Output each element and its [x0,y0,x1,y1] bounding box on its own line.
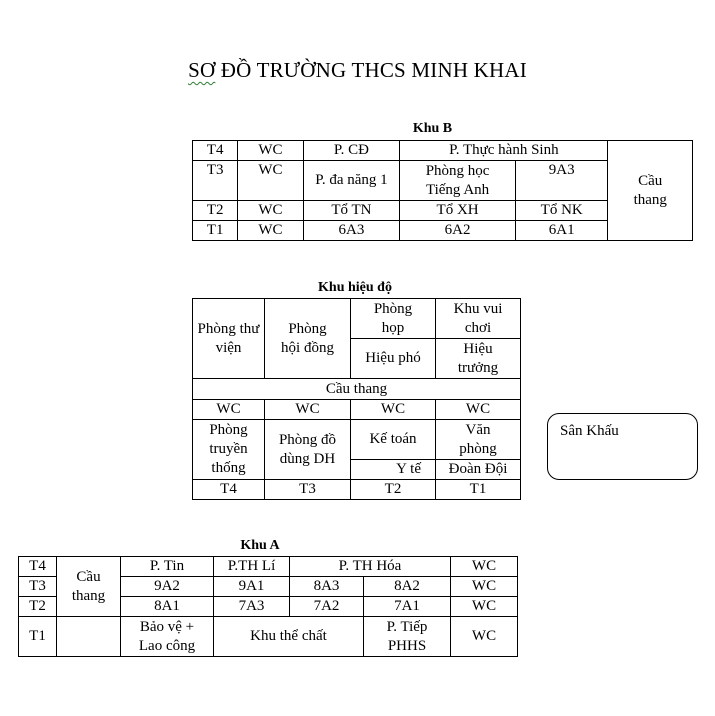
khu-b-to-xh: Tổ XH [400,201,516,221]
doan-doi: Đoàn Đội [436,460,521,480]
hieu-pho: Hiệu phó [351,339,436,379]
khu-a-9a1: 9A1 [214,577,290,597]
phong-truyen-thong: Phòng truyền thống [193,420,265,480]
khu-b-wc-t1: WC [238,221,303,241]
khu-b-floor-t1: T1 [193,221,238,241]
khu-hieu-bo-wc-3: WC [351,400,436,420]
san-khau-label: Sân Khấu [560,423,619,439]
khu-a-floor-t2: T2 [19,597,57,617]
khu-hieu-bo-wc-4: WC [436,400,521,420]
khu-b-to-nk: Tổ NK [515,201,608,221]
khu-hieu-bo-wc-1: WC [193,400,265,420]
khu-a-caption: Khu A [240,538,280,553]
khu-b-table [192,140,693,241]
khu-a-bao-ve: Bảo vệ + Lao công [121,617,214,657]
san-khau-box [547,413,698,480]
khu-a-floor-t4: T4 [19,557,57,577]
khu-b-caption: Khu B [412,121,453,136]
khu-b-6a3: 6A3 [303,221,400,241]
khu-b-da-nang: P. đa năng 1 [303,161,400,201]
khu-hieu-bo-floor-t2: T2 [351,480,436,500]
khu-hieu-bo-floor-t4: T4 [193,480,265,500]
khu-a-stairs: Cầu thang [57,557,121,617]
khu-a-wc-t4: WC [451,557,518,577]
khu-a-p-tiep-phhs: P. Tiếp PHHS [364,617,451,657]
khu-a-wc-t2: WC [451,597,518,617]
khu-b-p-cd: P. CĐ [303,141,400,161]
khu-a-floor-t1: T1 [19,617,57,657]
khu-a-p-th-li: P.TH Lí [214,557,290,577]
khu-a-8a1: 8A1 [121,597,214,617]
khu-hieu-bo-floor-t1: T1 [436,480,521,500]
khu-b-floor-t4: T4 [193,141,238,161]
khu-b-wc-t4: WC [238,141,303,161]
khu-a-8a2: 8A2 [364,577,451,597]
phong-hop: Phòng họp [351,299,436,339]
khu-a-7a1: 7A1 [364,597,451,617]
khu-a-floor-t3: T3 [19,577,57,597]
khu-b-9a3: 9A3 [515,161,608,201]
khu-b-thuc-hanh-sinh: P. Thực hành Sinh [400,141,608,161]
khu-hieu-bo-caption: Khu hiệu độ [318,280,392,295]
title-rest: ĐỒ TRƯỜNG THCS MINH KHAI [220,58,527,82]
khu-a-the-chat: Khu thể chất [214,617,364,657]
khu-hieu-bo-stairs: Cầu thang [193,379,521,400]
khu-b-6a1: 6A1 [515,221,608,241]
khu-a-t1-blank [57,617,121,657]
khu-b-to-tn: Tổ TN [303,201,400,221]
khu-a-p-tin: P. Tin [121,557,214,577]
khu-a-8a3: 8A3 [290,577,364,597]
khu-vui-choi: Khu vui chơi [436,299,521,339]
page-title [0,58,715,83]
khu-hieu-bo-wc-2: WC [265,400,351,420]
ke-toan: Kế toán [351,420,436,460]
khu-a-table [18,556,518,657]
khu-b-tieng-anh: Phòng học Tiếng Anh [400,161,516,201]
khu-a-9a2: 9A2 [121,577,214,597]
khu-b-wc-t2: WC [238,201,303,221]
hieu-truong: Hiệu trưởng [436,339,521,379]
khu-b-floor-t2: T2 [193,201,238,221]
khu-b-6a2: 6A2 [400,221,516,241]
khu-b-wc-t3: WC [238,161,303,201]
phong-do-dung-dh: Phòng đồ dùng DH [265,420,351,480]
khu-a-wc-t1: WC [451,617,518,657]
phong-hoi-dong: Phòng hội đồng [265,299,351,379]
khu-b-floor-t3: T3 [193,161,238,201]
y-te: Y tế [351,460,436,480]
khu-a-p-th-hoa: P. TH Hóa [290,557,451,577]
khu-hieu-bo-floor-t3: T3 [265,480,351,500]
khu-a-7a3: 7A3 [214,597,290,617]
khu-b-stairs: Cầu thang [608,141,693,241]
title-underlined-word: SƠ [188,58,216,82]
van-phong: Văn phòng [436,420,521,460]
khu-hieu-bo-table [192,298,521,500]
khu-a-7a2: 7A2 [290,597,364,617]
khu-a-wc-t3: WC [451,577,518,597]
phong-thu-vien: Phòng thư viện [193,299,265,379]
